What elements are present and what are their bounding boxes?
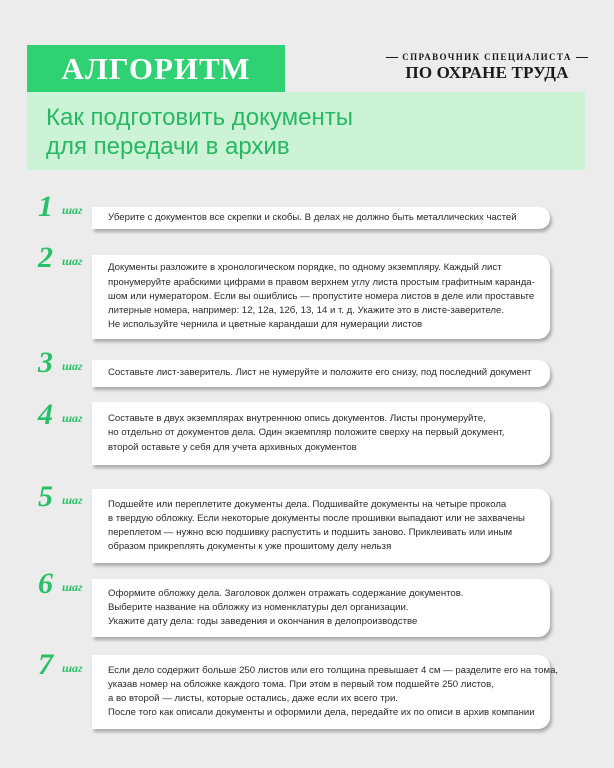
step-text-line: Составьте лист-заверитель. Лист не нумеруйте и положите его снизу, под последний документ (108, 367, 532, 379)
step-text-line: Если дело содержит больше 250 листов или его толщина превышает 4 см — разделите его на тома, (108, 664, 559, 676)
step-text-line: Выберите название на обложку из номенклатуры дел организации. (108, 601, 409, 613)
step-card (92, 655, 559, 729)
step-word: шаг (62, 254, 83, 268)
step-text-line: шом или нумератором. Если вы ошиблись — пропустите номера листов в деле или проставьте (108, 290, 535, 302)
step-word: шаг (62, 411, 83, 425)
step-text-line: второй оставьте у себя для учета архивных документов (108, 441, 357, 453)
step-number: 2 (38, 241, 53, 274)
step-number: 6 (38, 567, 53, 600)
step-text-line: Не используйте чернила и цветные карандаши для нумерации листов (108, 319, 423, 331)
step-text-line: Документы разложите в хронологическом порядке, по одному экземпляру. Каждый лист (108, 262, 502, 274)
step-number: 7 (38, 648, 53, 681)
brand-logo (380, 52, 594, 83)
page-title-line: Как подготовить документы (46, 104, 353, 131)
step-word: шаг (62, 661, 83, 675)
step-card (92, 360, 550, 387)
step-card (92, 255, 550, 339)
step-card (92, 579, 550, 637)
step-text-line: переплетом — нужно всю подшивку распустить и подшить заново. Приклеивать или иным (108, 527, 513, 538)
step-text-line: указав номер на обложке каждого тома. При этом в первый том подшейте 250 листов, (108, 678, 494, 690)
step-text-line: Подшейте или переплетите документы дела. Подшивайте документы на четыре прокола (108, 498, 507, 510)
step-number: 1 (38, 190, 53, 223)
step-text-line: Составьте в двух экземплярах внутреннюю опись документов. Листы пронумеруйте, (108, 413, 486, 425)
step-card (92, 489, 550, 563)
step-word: шаг (62, 203, 83, 217)
step-text-line: Уберите с документов все скрепки и скобы. В делах не должно быть металлических частей (108, 211, 517, 223)
step-text-line: пронумеруйте арабскими цифрами в правом верхнем углу листа простым графитным каранда- (108, 276, 535, 288)
page-title (46, 103, 353, 161)
step-card (92, 402, 550, 465)
step-text-line: в твердую обложку. Если некоторые документы после прошивки выпадают или не захвачены (108, 512, 525, 524)
brand-subtitle: СПРАВОЧНИК СПЕЦИАЛИСТА (380, 52, 594, 62)
step-word: шаг (62, 493, 83, 507)
algorithm-badge: АЛГОРИТМ (27, 45, 285, 92)
step-text-line: литерные номера, например: 12, 12а, 12б, 13, 14 и т. д. Укажите это в листе-заверителе. (108, 305, 505, 317)
page-title-line: для передачи в архив (46, 133, 290, 160)
step-text-line: но отдельно от документов дела. Один экземпляр положите сверху на первый документ, (108, 427, 505, 439)
step-card (92, 207, 550, 229)
step-number: 4 (38, 398, 53, 431)
step-word: шаг (62, 580, 83, 594)
brand-title: ПО ОХРАНЕ ТРУДА (405, 63, 569, 82)
step-text-line: а во второй — листы, которые остались, даже если их всего три. (108, 693, 399, 704)
step-text-line: Укажите дату дела: годы заведения и окончания в делопроизводстве (108, 616, 418, 628)
step-text-line: Оформите обложку дела. Заголовок должен отражать содержание документов. (108, 587, 464, 599)
step-word: шаг (62, 359, 83, 373)
step-number: 3 (38, 346, 53, 379)
step-text-line: образом прикреплять документы к уже прошитому делу нельзя (108, 541, 392, 553)
step-text-line: После того как описали документы и оформили дела, передайте их по описи в архив компании (108, 707, 535, 719)
step-number: 5 (38, 480, 53, 513)
